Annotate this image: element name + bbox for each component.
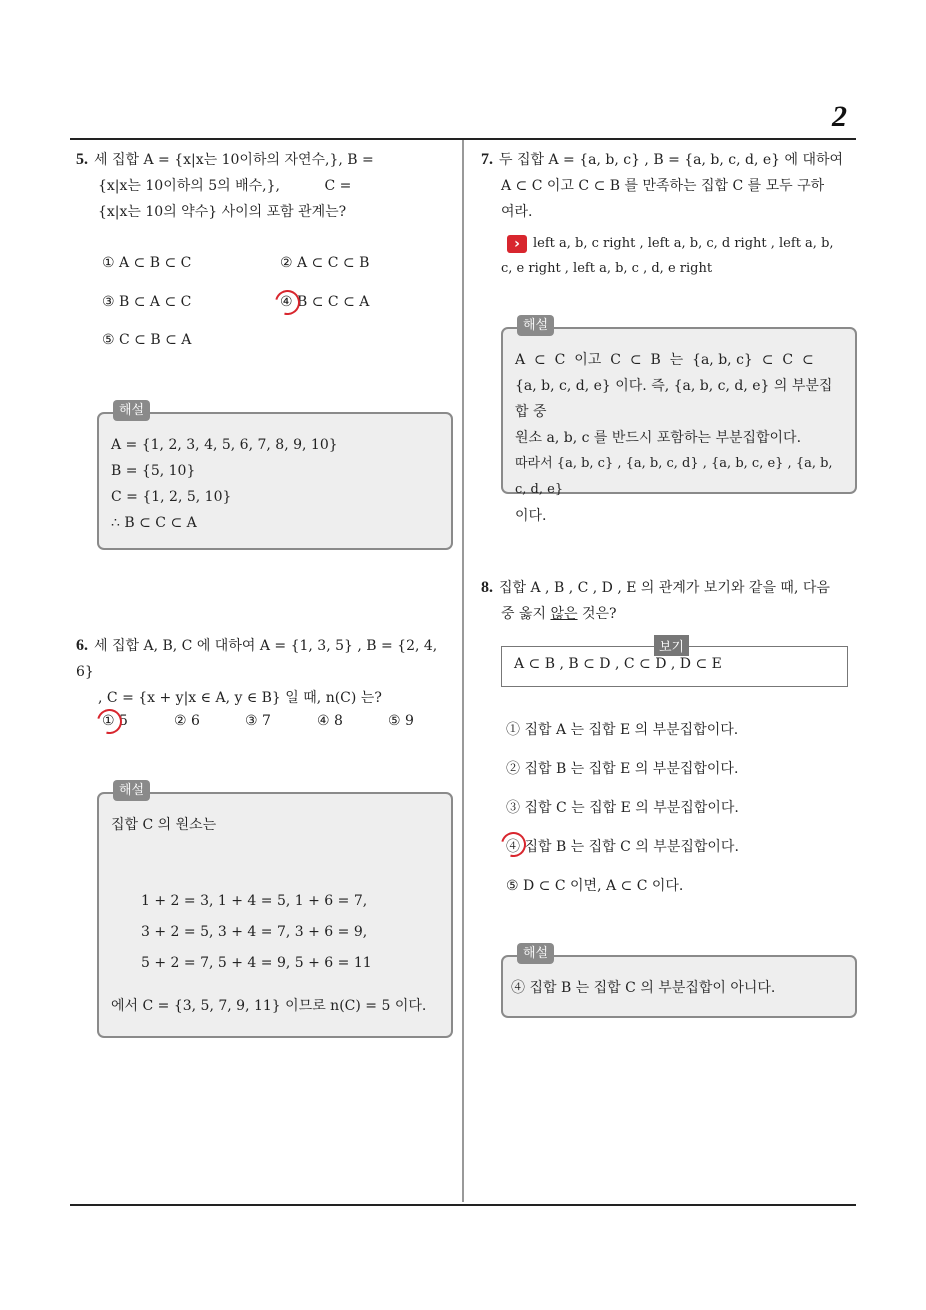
option-4[interactable]: ④ 집합 B 는 집합 C 의 부분집합이다. — [506, 839, 739, 855]
solution-line: C = {1, 2, 5, 10} — [111, 489, 232, 505]
solution-line: 따라서 {a, b, c} , {a, b, c, d} , {a, b, c, e} , {a, b, c, d, e} — [515, 456, 833, 497]
solution-line: 집합 C 의 원소는 — [111, 817, 217, 833]
solution-line: {a, b, c, d, e} 이다. 즉, {a, b, c, d, e} 의 부분집합 중 — [515, 378, 833, 420]
solution-line: ④ 집합 B 는 집합 C 의 부분집합이 아니다. — [511, 980, 776, 996]
question-7 — [481, 147, 861, 225]
bogi-box — [501, 640, 848, 687]
answer-mark-circle — [496, 827, 530, 861]
option-1[interactable]: ① 5 — [102, 713, 128, 729]
answer-mark-circle — [270, 285, 304, 319]
question-number: 5. — [76, 151, 88, 168]
option-3[interactable]: ③ 7 — [245, 713, 271, 729]
answer-line: c, e right , left a, b, c , d, e right — [501, 261, 713, 276]
answer-line: left a, b, c right , left a, b, c, d right , left a, b, — [533, 236, 834, 251]
question-number: 6. — [76, 637, 88, 654]
solution-box-8 — [501, 946, 857, 1018]
question-text-line: {x|x는 10의 약수} 사이의 포함 관계는? — [98, 204, 347, 220]
option-5[interactable]: ⑤ 9 — [388, 713, 414, 729]
solution-line: B = {5, 10} — [111, 463, 196, 479]
question-5 — [76, 147, 456, 225]
question-6 — [76, 633, 456, 711]
solution-box-5 — [97, 403, 453, 550]
question-number: 8. — [481, 579, 493, 596]
question-text-line: 세 집합 A = {x|x는 10이하의 자연수,}, B = — [94, 152, 374, 168]
option-3[interactable]: ③ 집합 C 는 집합 E 의 부분집합이다. — [506, 800, 739, 816]
option-1[interactable]: ① A ⊂ B ⊂ C — [102, 255, 192, 271]
solution-tag: 해설 — [517, 943, 554, 964]
question-text-line: A ⊂ C 이고 C ⊂ B 를 만족하는 집합 C 를 모두 구하 — [501, 178, 825, 194]
question-text-line: 여라. — [501, 204, 533, 220]
question-text: 것은? — [577, 606, 617, 622]
solution-line: 5 + 2 = 7, 5 + 4 = 9, 5 + 6 = 11 — [141, 955, 372, 971]
solution-box-6 — [97, 783, 453, 1038]
option-1[interactable]: ① 집합 A 는 집합 E 의 부분집합이다. — [506, 722, 739, 738]
solution-line: 1 + 2 = 3, 1 + 4 = 5, 1 + 6 = 7, — [141, 893, 368, 909]
option-2[interactable]: ② A ⊂ C ⊂ B — [280, 255, 370, 271]
option-4[interactable]: ④ 8 — [317, 713, 343, 729]
question-text-line: 세 집합 A, B, C 에 대하여 A = {1, 3, 5} , B = {2, 4, 6} — [76, 638, 438, 680]
option-2[interactable]: ② 6 — [174, 713, 200, 729]
question-text-line: {x|x는 10이하의 5의 배수,}, C = — [98, 178, 352, 194]
page-number: 2 — [832, 100, 847, 133]
question-text-line: , C = {x + y|x ∈ A, y ∈ B} 일 때, n(C) 는? — [98, 690, 382, 706]
solution-tag: 해설 — [113, 780, 150, 801]
solution-line: 원소 a, b, c 를 반드시 포함하는 부분집합이다. — [515, 430, 802, 446]
question-number: 7. — [481, 151, 493, 168]
solution-line: 3 + 2 = 5, 3 + 4 = 7, 3 + 6 = 9, — [141, 924, 368, 940]
solution-tag: 해설 — [113, 400, 150, 421]
solution-line: A ⊂ C 이고 C ⊂ B 는 {a, b, c} ⊂ C ⊂ — [515, 352, 814, 368]
option-5[interactable]: ⑤ D ⊂ C 이면, A ⊂ C 이다. — [506, 878, 684, 894]
question-8 — [481, 575, 861, 627]
answer-arrow-icon[interactable]: › — [507, 235, 527, 253]
option-4[interactable]: ④ B ⊂ C ⊂ A — [280, 294, 370, 310]
question-text: 중 옳지 — [501, 606, 551, 622]
answer-7 — [507, 230, 863, 258]
option-5[interactable]: ⑤ C ⊂ B ⊂ A — [102, 332, 192, 348]
solution-line: 에서 C = {3, 5, 7, 9, 11} 이므로 n(C) = 5 이다. — [111, 998, 427, 1014]
bogi-tag: 보기 — [654, 635, 689, 656]
solution-line: 이다. — [515, 508, 547, 524]
solution-line: A = {1, 2, 3, 4, 5, 6, 7, 8, 9, 10} — [111, 437, 338, 453]
question-text-line: 두 집합 A = {a, b, c} , B = {a, b, c, d, e} 에 대하여 — [499, 152, 844, 168]
column-divider — [462, 140, 464, 1202]
bottom-rule — [70, 1204, 856, 1206]
option-2[interactable]: ② 집합 B 는 집합 E 의 부분집합이다. — [506, 761, 739, 777]
question-text-line: 집합 A , B , C , D , E 의 관계가 보기와 같을 때, 다음 — [499, 580, 830, 596]
solution-line: ∴ B ⊂ C ⊂ A — [111, 515, 197, 531]
option-3[interactable]: ③ B ⊂ A ⊂ C — [102, 294, 192, 310]
underlined-word: 않은 — [550, 606, 578, 622]
solution-tag: 해설 — [517, 315, 554, 336]
bogi-content: A ⊂ B , B ⊂ D , C ⊂ D , D ⊂ E — [514, 656, 722, 672]
solution-box-7 — [501, 318, 857, 524]
